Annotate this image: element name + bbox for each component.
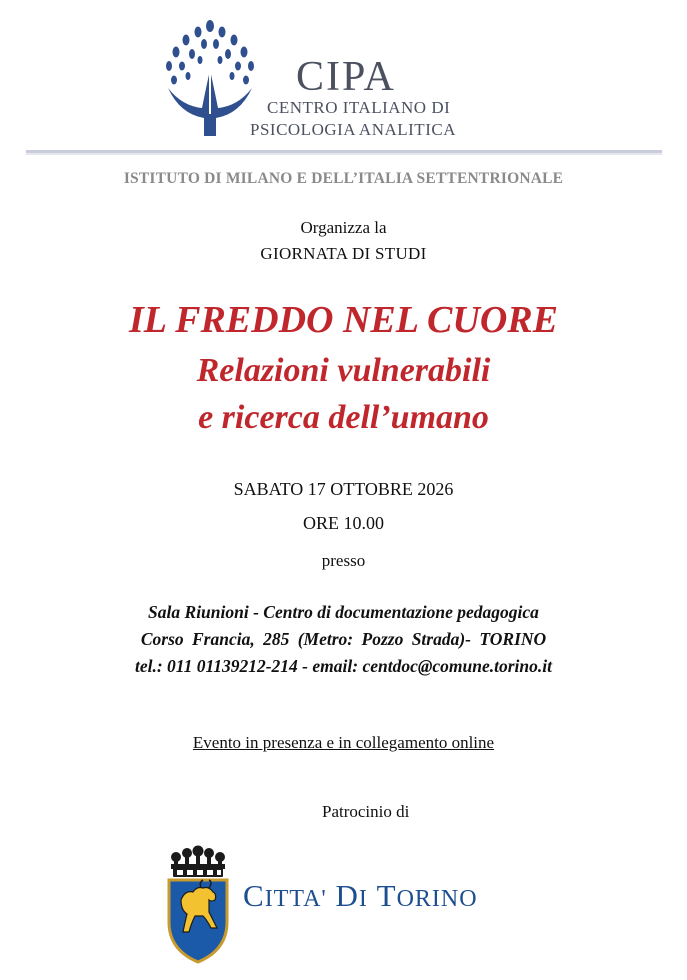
torino-crest-icon	[163, 842, 233, 964]
event-mode: Evento in presenza e in collegamento online	[192, 733, 495, 752]
logo-subtitle-line2: PSICOLOGIA ANALITICA	[250, 120, 456, 139]
event-title: IL FREDDO NEL CUORE	[129, 299, 558, 341]
venue-address: Corso Francia, 285 (Metro: Pozzo Strada)- TORINO	[140, 629, 547, 649]
sponsor-word2-initial: D	[335, 878, 359, 913]
sponsor-word3-initial: T	[376, 878, 397, 913]
event-subtitle-line2: e ricerca dell’umano	[198, 399, 489, 436]
sponsor-word1-initial: C	[243, 878, 265, 913]
logo-subtitle-line1: CENTRO ITALIANO DI	[267, 98, 451, 117]
cipa-tree-hands-logo-icon	[160, 18, 260, 136]
sponsor-word2-rest: I	[358, 886, 368, 912]
institute-name: ISTITUTO DI MILANO E DELL’ITALIA SETTENTRIONALE	[123, 170, 564, 187]
organizza-text: Organizza la	[300, 218, 387, 237]
event-time: ORE 10.00	[303, 513, 384, 533]
sponsor-name	[243, 880, 478, 911]
venue-contacts: tel.: 011 01139212-214 - email: centdoc@comune.torino.it	[134, 656, 553, 676]
event-type: GIORNATA DI STUDI	[260, 244, 427, 263]
patronage-label: Patrocinio di	[322, 802, 410, 821]
presso-text: presso	[321, 551, 366, 570]
header-divider-shadow	[26, 153, 662, 155]
logo-title: CIPA	[296, 54, 396, 100]
venue-name: Sala Riunioni - Centro di documentazione pedagogica	[148, 602, 539, 622]
sponsor-word3-rest: ORINO	[396, 886, 478, 912]
event-subtitle-line1: Relazioni vulnerabili	[196, 352, 491, 389]
event-date: SABATO 17 OTTOBRE 2026	[233, 479, 454, 499]
sponsor-word1-rest: ITTA'	[264, 886, 327, 912]
